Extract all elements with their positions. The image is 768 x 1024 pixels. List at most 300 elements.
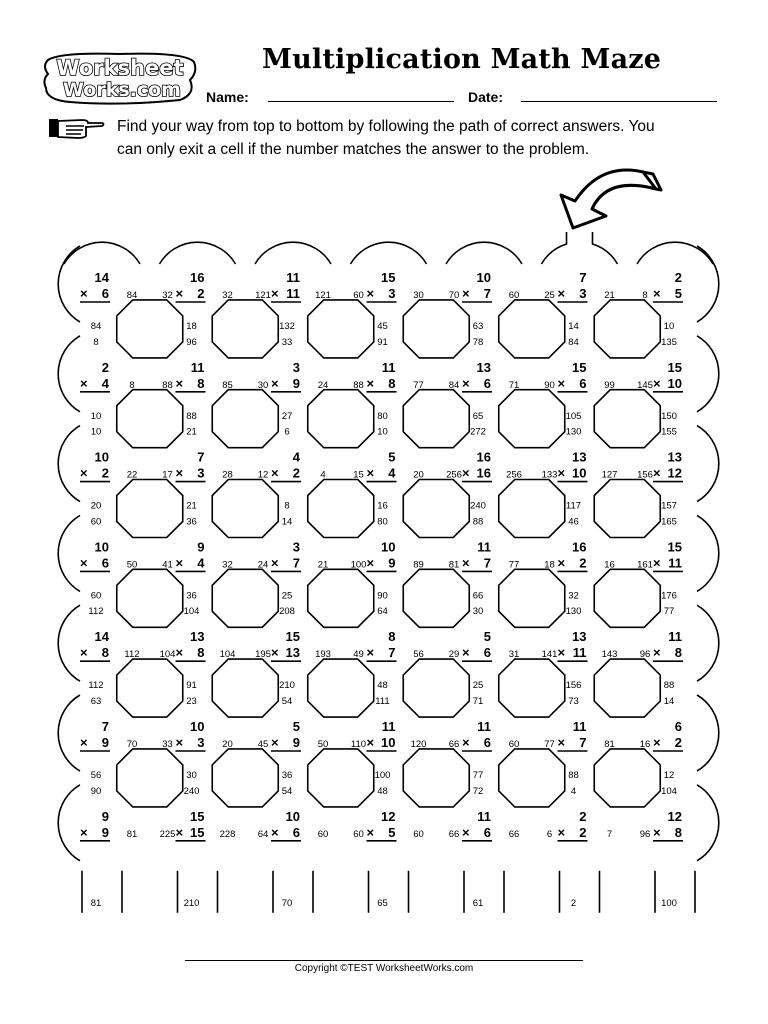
maze-wall-octagon <box>212 749 278 807</box>
answer-label: 8 <box>129 379 135 391</box>
times-sign: × <box>271 465 279 481</box>
problem-top-number: 11 <box>286 270 300 285</box>
problem-bottom-number: 5 <box>388 824 396 840</box>
problem-top-number: 10 <box>285 808 300 824</box>
problem-top-number: 11 <box>477 539 491 555</box>
problem-bottom-number: 10 <box>572 465 587 481</box>
maze-outer-edge <box>697 695 719 771</box>
times-sign: × <box>462 735 470 750</box>
answer-label: 78 <box>472 336 484 348</box>
answer-label: 45 <box>257 739 269 750</box>
answer-label: 156 <box>565 680 582 692</box>
times-sign: × <box>366 465 375 481</box>
answer-label: 10 <box>90 426 102 438</box>
answer-label: 60 <box>413 828 424 840</box>
times-sign: × <box>366 286 375 301</box>
problem-bottom-number: 3 <box>197 735 205 750</box>
answer-label: 30 <box>257 379 269 391</box>
answer-label: 96 <box>639 828 651 840</box>
exit-answer-label: 70 <box>281 897 293 909</box>
answer-label: 60 <box>90 590 102 602</box>
problem-bottom-number: 3 <box>388 286 396 301</box>
problem-bottom-number: 15 <box>190 824 205 840</box>
maze-outer-edge <box>697 785 719 861</box>
answer-label: 110 <box>350 739 367 750</box>
problem-top-number: 6 <box>674 719 682 734</box>
answer-label: 155 <box>661 426 677 438</box>
answer-label: 50 <box>126 559 138 571</box>
answer-label: 15 <box>353 469 364 481</box>
maze-outer-edge <box>58 785 80 861</box>
problem-top-number: 11 <box>572 719 587 734</box>
problem-top-number: 13 <box>572 629 587 645</box>
answer-label: 21 <box>186 426 197 438</box>
answer-label: 121 <box>315 290 331 301</box>
answer-label: 120 <box>410 739 427 750</box>
maze-wall-octagon <box>594 749 660 807</box>
answer-label: 121 <box>255 290 271 301</box>
problem-top-number: 10 <box>94 539 109 555</box>
times-sign: × <box>366 824 375 840</box>
problem-bottom-number: 9 <box>292 735 300 750</box>
answer-label: 8 <box>284 500 290 512</box>
times-sign: × <box>557 735 566 750</box>
answer-label: 77 <box>663 606 675 618</box>
maze-wall-octagon <box>212 569 278 627</box>
maze-wall-octagon <box>117 569 183 627</box>
answer-label: 85 <box>222 379 233 391</box>
problem-top-number: 16 <box>476 449 491 465</box>
page-title: Multiplication Math Maze <box>262 44 662 75</box>
times-sign: × <box>271 824 279 840</box>
maze-outer-edge <box>446 242 522 264</box>
problem-top-number: 10 <box>94 449 109 465</box>
exit-answer-label: 2 <box>570 897 577 909</box>
maze-wall-octagon <box>308 749 374 807</box>
times-sign: × <box>271 645 279 661</box>
maze-outer-edge <box>58 336 80 412</box>
answer-label: 32 <box>222 559 233 571</box>
answer-label: 117 <box>565 500 582 512</box>
problem-top-number: 13 <box>190 629 205 645</box>
problem-bottom-number: 2 <box>101 465 109 481</box>
answer-label: 157 <box>661 500 677 512</box>
times-sign: × <box>462 375 470 391</box>
answer-label: 12 <box>663 770 675 781</box>
times-sign: × <box>557 824 566 840</box>
answer-label: 28 <box>222 469 233 481</box>
problem-bottom-number: 7 <box>579 735 587 750</box>
answer-label: 8 <box>642 290 648 301</box>
answer-label: 84 <box>90 321 102 332</box>
problem-top-number: 7 <box>101 719 109 734</box>
answer-label: 25 <box>281 590 293 602</box>
answer-label: 16 <box>377 500 388 512</box>
problem-top-number: 7 <box>197 449 205 465</box>
answer-label: 21 <box>317 559 329 571</box>
problem-bottom-number: 2 <box>579 824 587 840</box>
answer-label: 91 <box>186 680 197 692</box>
problem-top-number: 11 <box>381 359 396 375</box>
answer-label: 161 <box>637 559 653 571</box>
problem-bottom-number: 8 <box>197 375 205 391</box>
times-sign: × <box>653 555 661 571</box>
maze-outer-edge <box>697 426 719 502</box>
answer-label: 127 <box>601 469 618 481</box>
answer-label: 10 <box>90 410 102 422</box>
maze-outer-edge <box>697 515 719 591</box>
times-sign: × <box>271 735 279 750</box>
answer-label: 33 <box>281 336 293 348</box>
times-sign: × <box>271 286 279 301</box>
answer-label: 33 <box>162 739 173 750</box>
answer-label: 50 <box>317 739 329 750</box>
answer-label: 105 <box>565 410 582 422</box>
times-sign: × <box>366 735 375 750</box>
times-sign: × <box>462 645 470 661</box>
problem-top-number: 5 <box>292 719 300 734</box>
maze-wall-octagon <box>212 659 278 717</box>
problem-bottom-number: 4 <box>197 555 205 571</box>
answer-label: 22 <box>126 469 138 481</box>
problem-top-number: 10 <box>190 719 205 734</box>
answer-label: 56 <box>90 770 102 781</box>
answer-label: 156 <box>637 469 653 481</box>
answer-label: 32 <box>222 290 233 301</box>
answer-label: 24 <box>317 379 329 391</box>
answer-label: 8 <box>93 336 99 348</box>
problem-bottom-number: 8 <box>197 645 205 661</box>
problem-bottom-number: 7 <box>388 645 396 661</box>
answer-label: 41 <box>162 559 173 571</box>
maze-wall-octagon <box>499 480 565 538</box>
problem-top-number: 10 <box>381 539 396 555</box>
problem-bottom-number: 6 <box>483 375 491 391</box>
problem-bottom-number: 3 <box>579 286 587 301</box>
answer-label: 100 <box>350 559 367 571</box>
times-sign: × <box>462 286 470 301</box>
answer-label: 10 <box>377 426 388 438</box>
problem-top-number: 3 <box>292 539 300 555</box>
problem-top-number: 16 <box>190 270 205 285</box>
problem-bottom-number: 8 <box>674 824 682 840</box>
logo-line2: Works.com <box>63 79 181 101</box>
answer-label: 91 <box>377 336 388 348</box>
answer-label: 80 <box>377 516 388 528</box>
answer-label: 84 <box>448 379 460 391</box>
answer-label: 54 <box>281 785 293 797</box>
problem-top-number: 15 <box>667 539 682 555</box>
answer-label: 225 <box>159 828 176 840</box>
times-sign: × <box>175 286 184 301</box>
answer-label: 112 <box>88 606 104 618</box>
problem-bottom-number: 16 <box>476 465 491 481</box>
answer-label: 32 <box>568 590 579 602</box>
problem-top-number: 10 <box>476 270 491 285</box>
problem-bottom-number: 11 <box>286 286 300 301</box>
problem-bottom-number: 8 <box>101 645 109 661</box>
answer-label: 143 <box>601 649 618 661</box>
answer-label: 21 <box>604 290 615 301</box>
problem-bottom-number: 2 <box>674 735 682 750</box>
answer-label: 65 <box>472 410 484 422</box>
problem-top-number: 9 <box>197 539 205 555</box>
answer-label: 256 <box>446 469 462 481</box>
answer-label: 27 <box>281 410 293 422</box>
problem-top-number: 13 <box>476 359 491 375</box>
answer-label: 10 <box>663 321 675 332</box>
answer-label: 18 <box>186 321 197 332</box>
maze-wall-octagon <box>499 300 565 358</box>
answer-label: 24 <box>257 559 269 571</box>
problem-top-number: 13 <box>667 449 682 465</box>
answer-label: 64 <box>257 828 269 840</box>
answer-label: 165 <box>661 516 677 528</box>
answer-label: 70 <box>126 739 138 750</box>
answer-label: 6 <box>284 426 290 438</box>
answer-label: 73 <box>568 696 579 707</box>
problem-bottom-number: 2 <box>292 465 300 481</box>
problem-bottom-number: 2 <box>579 555 587 571</box>
answer-label: 112 <box>88 680 104 692</box>
answer-label: 66 <box>448 828 460 840</box>
answer-label: 72 <box>472 785 484 797</box>
answer-label: 228 <box>219 828 236 840</box>
answer-label: 81 <box>448 559 460 571</box>
answer-label: 71 <box>508 379 520 391</box>
maze-wall-octagon <box>499 569 565 627</box>
maze-wall-octagon <box>308 300 374 358</box>
maze-wall-octagon <box>403 569 469 627</box>
exit-answer-label: 100 <box>661 897 677 909</box>
answer-label: 30 <box>186 770 197 781</box>
problem-bottom-number: 6 <box>483 824 491 840</box>
problem-bottom-number: 9 <box>101 735 109 750</box>
problem-top-number: 14 <box>94 629 109 645</box>
maze-wall-octagon <box>117 300 183 358</box>
maze-wall-octagon <box>308 480 374 538</box>
maze-wall-octagon <box>499 749 565 807</box>
answer-label: 71 <box>472 696 484 707</box>
maze-wall-octagon <box>403 749 469 807</box>
date-label: Date: <box>468 89 504 105</box>
answer-label: 36 <box>281 770 293 781</box>
problem-top-number: 11 <box>668 629 682 645</box>
problem-top-number: 3 <box>292 359 300 375</box>
problem-bottom-number: 9 <box>292 375 300 391</box>
problem-bottom-number: 13 <box>285 645 300 661</box>
exit-answer-label: 65 <box>377 897 388 909</box>
maze-outer-edge <box>58 605 80 681</box>
answer-label: 45 <box>377 321 388 332</box>
problem-top-number: 16 <box>572 539 587 555</box>
problem-bottom-number: 5 <box>674 286 682 301</box>
answer-label: 63 <box>90 696 102 707</box>
maze-wall-octagon <box>117 480 183 538</box>
answer-label: 4 <box>320 469 326 481</box>
maze-wall-octagon <box>403 480 469 538</box>
answer-label: 21 <box>186 500 197 512</box>
answer-label: 66 <box>508 828 520 840</box>
exit-answer-label: 61 <box>472 897 484 909</box>
answer-label: 66 <box>448 739 460 750</box>
answer-label: 12 <box>257 469 269 481</box>
answer-label: 48 <box>377 680 388 692</box>
answer-label: 272 <box>470 426 486 438</box>
maze-wall-octagon <box>212 390 278 448</box>
answer-label: 63 <box>472 321 484 332</box>
problem-bottom-number: 7 <box>483 555 491 571</box>
maze-outer-edge <box>697 336 719 412</box>
answer-label: 66 <box>472 590 484 602</box>
answer-label: 77 <box>544 739 555 750</box>
times-sign: × <box>80 645 88 661</box>
problem-bottom-number: 4 <box>101 375 109 391</box>
problem-top-number: 5 <box>388 449 396 465</box>
answer-label: 30 <box>472 606 484 618</box>
maze-wall-octagon <box>308 390 374 448</box>
times-sign: × <box>462 555 470 571</box>
problem-bottom-number: 10 <box>667 375 682 391</box>
instructions-line2: can only exit a cell if the number matches the answer to the problem. <box>117 141 590 158</box>
problem-bottom-number: 6 <box>292 824 300 840</box>
maze-wall-octagon <box>403 300 469 358</box>
answer-label: 133 <box>541 469 558 481</box>
problem-top-number: 2 <box>101 359 109 375</box>
answer-label: 6 <box>546 828 553 840</box>
answer-label: 90 <box>544 379 555 391</box>
answer-label: 96 <box>186 336 197 348</box>
problem-top-number: 11 <box>190 359 205 375</box>
answer-label: 240 <box>183 785 200 797</box>
answer-label: 32 <box>162 290 173 301</box>
answer-label: 60 <box>353 290 364 301</box>
times-sign: × <box>80 555 88 571</box>
maze-wall-octagon <box>499 390 565 448</box>
answer-label: 141 <box>541 649 558 661</box>
maze-outer-edge <box>637 242 713 264</box>
times-sign: × <box>175 465 184 481</box>
answer-label: 77 <box>508 559 520 571</box>
answer-label: 20 <box>222 739 233 750</box>
answer-label: 88 <box>472 516 484 528</box>
times-sign: × <box>175 735 184 750</box>
problem-top-number: 2 <box>579 808 587 824</box>
problem-top-number: 15 <box>381 270 396 285</box>
times-sign: × <box>366 555 375 571</box>
answer-label: 88 <box>162 379 173 391</box>
answer-label: 54 <box>281 696 293 707</box>
answer-label: 89 <box>413 559 424 571</box>
problem-top-number: 4 <box>292 449 300 465</box>
answer-label: 81 <box>604 739 615 750</box>
maze-outer-edge <box>697 605 719 681</box>
problem-top-number: 15 <box>667 359 682 375</box>
name-label: Name: <box>206 89 249 105</box>
answer-label: 208 <box>279 606 295 618</box>
answer-label: 31 <box>508 649 520 661</box>
answer-label: 25 <box>544 290 555 301</box>
answer-label: 20 <box>90 500 102 512</box>
times-sign: × <box>653 465 661 481</box>
maze-wall-octagon <box>499 659 565 717</box>
answer-label: 195 <box>255 649 271 661</box>
problem-bottom-number: 10 <box>381 735 396 750</box>
problem-top-number: 15 <box>190 808 205 824</box>
maze-wall-octagon <box>594 300 660 358</box>
answer-label: 99 <box>604 379 615 391</box>
times-sign: × <box>80 465 88 481</box>
maze-entry-left <box>542 232 567 264</box>
logo-line1: Worksheet <box>56 56 184 80</box>
answer-label: 88 <box>663 680 675 692</box>
times-sign: × <box>80 735 88 750</box>
answer-label: 4 <box>570 785 577 797</box>
times-sign: × <box>557 555 566 571</box>
maze-wall-octagon <box>117 390 183 448</box>
maze-wall-octagon <box>212 480 278 538</box>
answer-label: 36 <box>186 590 197 602</box>
problem-top-number: 12 <box>381 808 396 824</box>
maze-wall-octagon <box>594 480 660 538</box>
answer-label: 70 <box>448 290 460 301</box>
maze-wall-octagon <box>308 569 374 627</box>
times-sign: × <box>462 465 470 481</box>
answer-label: 60 <box>353 828 364 840</box>
answer-label: 132 <box>279 321 295 332</box>
exit-answer-label: 210 <box>183 897 200 909</box>
answer-label: 145 <box>637 379 653 391</box>
times-sign: × <box>557 286 566 301</box>
times-sign: × <box>271 555 279 571</box>
answer-label: 96 <box>639 649 651 661</box>
times-sign: × <box>80 286 88 301</box>
answer-label: 90 <box>90 785 102 797</box>
footer-rule <box>185 960 583 961</box>
maze-outer-edge <box>160 242 236 264</box>
times-sign: × <box>557 375 566 391</box>
times-sign: × <box>557 645 566 661</box>
problem-top-number: 2 <box>674 270 682 285</box>
problem-bottom-number: 9 <box>388 555 396 571</box>
answer-label: 130 <box>565 426 582 438</box>
answer-label: 17 <box>162 469 173 481</box>
problem-bottom-number: 6 <box>101 555 109 571</box>
problem-top-number: 11 <box>381 719 396 734</box>
problem-bottom-number: 8 <box>674 645 682 661</box>
answer-label: 130 <box>565 606 582 618</box>
times-sign: × <box>366 375 375 391</box>
times-sign: × <box>557 465 566 481</box>
answer-label: 88 <box>568 770 579 781</box>
answer-label: 240 <box>470 500 486 512</box>
maze-outer-edge <box>64 242 140 264</box>
problem-top-number: 5 <box>483 629 491 645</box>
problem-bottom-number: 4 <box>388 465 396 481</box>
times-sign: × <box>80 824 88 840</box>
problem-bottom-number: 9 <box>101 824 109 840</box>
answer-label: 81 <box>126 828 138 840</box>
answer-label: 30 <box>413 290 424 301</box>
answer-label: 14 <box>663 696 675 707</box>
problem-top-number: 8 <box>388 629 396 645</box>
answer-label: 84 <box>126 290 138 301</box>
problem-bottom-number: 7 <box>483 286 491 301</box>
times-sign: × <box>80 375 88 391</box>
answer-label: 88 <box>186 410 197 422</box>
answer-label: 112 <box>124 649 140 661</box>
answer-label: 77 <box>413 379 424 391</box>
